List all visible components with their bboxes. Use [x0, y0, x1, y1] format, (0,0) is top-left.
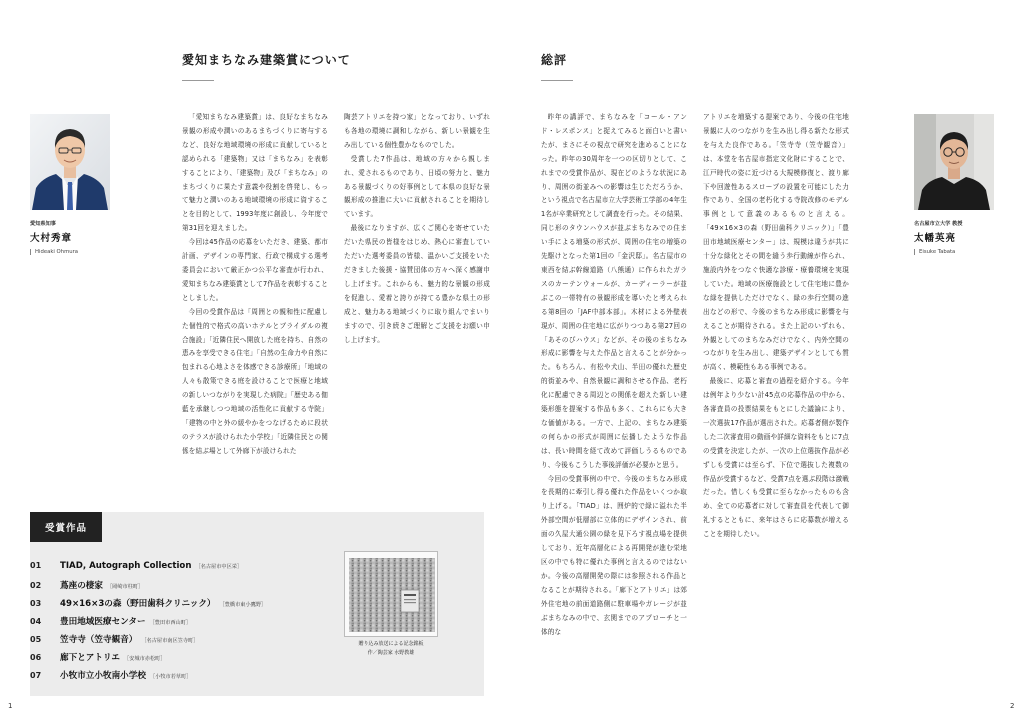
- award-name: 小牧市立小牧南小学校: [60, 671, 146, 681]
- award-location: ［小牧市若草町］: [149, 674, 192, 680]
- award-name: TIAD, Autograph Collection: [60, 561, 192, 571]
- award-number: 07: [30, 671, 42, 680]
- left-paragraph: 陶芸アトリエを持つ家」となっており、いずれも各地の環境に調和しながら、新しい景観を生み出している個性豊かなものでした。: [344, 113, 490, 149]
- right-paragraph: 最後に、応募と審査の過程を紹介する。今年は例年より少ない計45点の応募作品の中から、各審査員の投票結果をもとにした議論により、一次選抜17作品が選出された。応募者側が製作した二次審査用の動画や詳細な資料をもとに7点の受賞を決定したが、一次の上位選抜作品が必ずしも受賞には至らず、下位で選抜した複数の作品が受賞するなど、受賞7点を選ぶ段階は激戦だった。惜しくも受賞に至らなかったものも含め、全ての応募者に対して審査員を代表して御礼するとともに、来年はさらに応募数が増えることを期待したい。: [703, 377, 849, 539]
- professor-name: 太幡英亮: [914, 233, 957, 244]
- right-paragraph: 昨年の講評で、まちなみを「コール・アンド・レスポンス」と捉えてみると面白いと書いたが、まさにその視点で研究を進めることになった。昨年の30周年を一つの区切りとして、これまでの受賞作品が、現在どのような状況にあり、周囲の街並みへの影響は生じただろうか、という視点で名古屋市立大学芸術工学部の4年生1名が卒業研究として調査を行った。その結果、同じ形のタウンハウスが並ぶまちなみでの住まい手による増築の形式が、周囲の住宅の増築の先駆けとなった第1回の「金沢邸」。名古屋市の東西を結ぶ幹線道路（八熊通）に作られたガラスのカーテンウォールが、カーディーラーが並ぶこの一帯特有の景観形成を導いたと考えられる第8回の「JAF中部本部」。木材による外壁表現が、周囲の住宅地に広がりつつある第27回の「あそのびハウス」などが、その後のまちなみ形成に影響を与えた作品と言えることが分かった。もちろん、有松や犬山、半田の優れた歴史的街並みや、自然景観に調和させる作品、老朽化に配慮できる周辺との関係を超えた新しい建築形態を提案する作品も多く、これらにも大きな価値がある。一方で、上記の、まちなみ建築の何らかの形式が周囲に伝播したような作品は、長い時間を経て改めて評価しうるものであり、今後もこうした事後評価が必要かと思う。: [541, 113, 687, 469]
- left-paragraph: 今回の受賞作品は「周囲との親和性に配慮した個性的で格式の高いホテルとブライダルの複合施設」「近隣住民へ開放した庭を持ち、自然の恵みを享受できる住宅」「自然の生命力や自然に包まれる心地よさを体感できる診療所」「地域の人々も散策できる庭を設けることで医療と地域の新しいつながりを実現した病院」「歴史ある伽藍を承継しつつ地域の活性化に貢献する寺院」「建物の中と外の緩やかをつなげるために段状のテラスが設けられた小学校」「近隣住民との関係を結ぶ場として外廊下が設けられた: [182, 307, 328, 455]
- award-name: 笠寺寺（笠寺観音）: [60, 635, 138, 645]
- award-item: [30, 633, 198, 645]
- professor-roman-name: Eisuke Tabata: [914, 249, 955, 255]
- left-section-title: 愛知まちなみ建築賞について: [182, 53, 351, 67]
- award-number: 01: [30, 561, 42, 570]
- award-location: ［岡崎市柱町］: [106, 584, 144, 590]
- left-body-column-2: [344, 111, 490, 347]
- right-paragraph: 今回の受賞事例の中で、今後のまちなみ形成を長期的に牽引し得る優れた作品をいくつか取り上げる。「TIAD」は、囲炉的で緑に溢れた半外部空間が低層部に立体的にデザインされ、前面の久屋大通公園の緑を見下ろす視点場を提供しており、近年高層化による再開発が進む栄地区の中でも特に優れた事例と言えるのではないか。今後の高層開発の際には参照される作品となることが期待される。「廊下とアトリエ」は郊外住宅地の前面道路側に駐車場やガレージが並ぶまちなみの中で、玄関までのアプローチと一体的な: [541, 474, 687, 636]
- left-paragraph: 「愛知まちなみ建築賞」は、良好なまちなみ景観の形成や潤いのあるまちづくりに寄与するなど、良好な地域環境の形成に貢献していると認められる「建築物」又は「まちなみ」を表彰することにより、「建築物」及び「まちなみ」のまちづくりに果たす意義や役割を啓発し、もって魅力と潤いのある地域環境の形成に資することを目的として、1993年度に創設し、今年度で第31回を迎えました。: [182, 113, 328, 233]
- award-name: 豊田地域医療センター: [60, 617, 146, 627]
- left-paragraph: 今回は45作品の応募をいただき、建築、都市計画、デザインの専門家、行政で構成する選考委員会において厳正かつ公平な審査が行われ、愛知まちなみ建築賞として7作品を表彰することとしました。: [182, 238, 328, 302]
- award-number: 05: [30, 635, 42, 644]
- award-location: ［名古屋市中区栄］: [195, 564, 243, 570]
- award-plaque-photo: [344, 551, 438, 637]
- governor-role: 愛知県知事: [30, 221, 56, 227]
- professor-portrait: [914, 114, 994, 210]
- award-name: 廊下とアトリエ: [60, 653, 120, 663]
- right-paragraph: アトリエを増築する提案であり、今後の住宅地景観に人のつながりを生み出し得る新たな形式を与えた良作である。「笠寺寺（笠寺観音）」は、本堂を名古屋市指定文化財にすることで、江戸時代の姿に近づける大規模修復と、渡り廊下や回遊性あるスロープの設置を可能にした力作であり、全国の老朽化する寺院改修のモデル事例として意義のあるものと言える。「49×16×3の森（野田歯科クリニック）」「豊田市地域医療センター」は、規模は違うが共に十分な緑化とその間を縫う歩行動線が作られ、施設内外をつなぐ快適な診療・療養環境を実現していた。地域の医療施設として住宅地に豊かな緑を提供しただけでなく、緑の歩行空間の進出などの形で、今後のまちなみ形成に影響を与えることが期待される。また上記のいずれも、外観としてのまちなみだけでなく、内外空間のつながりを生み出し、建築デザインとしても質が高く、模範性もある事例である。: [703, 113, 849, 372]
- left-body-column-1: [182, 111, 328, 459]
- award-location: ［安城市赤松町］: [124, 656, 166, 662]
- award-item: [30, 597, 266, 609]
- award-location: ［豊田市西山町］: [149, 620, 192, 626]
- right-title-rule: [541, 80, 573, 81]
- caption-line: 贈り込み放送による記念銘板: [358, 641, 424, 647]
- award-location: ［豊橋市東小鷹野］: [219, 602, 267, 608]
- award-item: [30, 615, 191, 627]
- award-location: ［名古屋市南区笠寺町］: [141, 638, 199, 644]
- page-number-right: 2: [1010, 702, 1015, 710]
- award-item: [30, 579, 143, 591]
- award-number: 06: [30, 653, 42, 662]
- left-paragraph: 受賞した7作品は、地域の方々から親しまれ、愛されるものであり、日頃の努力と、魅力ある景観づくりの好事例として本県の良好な景観形成の推進に大いに貢献されることを期待しています。: [344, 154, 490, 219]
- award-name: 49×16×3の森（野田歯科クリニック）: [60, 599, 216, 609]
- professor-role: 名古屋市立大学 教授: [914, 221, 963, 227]
- right-body-column-2: [703, 111, 849, 542]
- award-number: 03: [30, 599, 42, 608]
- award-item: [30, 669, 191, 681]
- caption-line: 作／陶芸家 水野教雄: [367, 650, 415, 656]
- right-body-column-1: [541, 111, 687, 639]
- page-number-left: 1: [8, 702, 13, 710]
- governor-portrait: [30, 114, 110, 210]
- right-section-title: 総評: [541, 53, 568, 67]
- governor-name: 大村秀章: [30, 233, 73, 244]
- governor-roman-name: Hideaki Ohmura: [30, 249, 78, 255]
- awards-heading: 受賞作品: [30, 512, 102, 542]
- award-number: 02: [30, 581, 42, 590]
- award-item: [30, 651, 166, 663]
- award-plaque-caption: [344, 640, 438, 658]
- left-title-rule: [182, 80, 214, 81]
- left-paragraph: 最後になりますが、広くご関心を寄せていただいた県民の皆様をはじめ、熱心に審査していただいた選考委員の皆様、温かいご支援をいただきました後援・協賛団体の方々へ深く感謝申し上げます。これからも、魅力的な景観の形成を促進し、愛着と誇りが持てる豊かな県土の形成と、魅力ある地域づくりに取り組んでまいりますので、引き続きご理解とご支援をお願い申し上げます。: [344, 224, 490, 344]
- award-name: 蔦座の棲家: [60, 581, 103, 591]
- award-number: 04: [30, 617, 42, 626]
- award-item: [30, 561, 242, 571]
